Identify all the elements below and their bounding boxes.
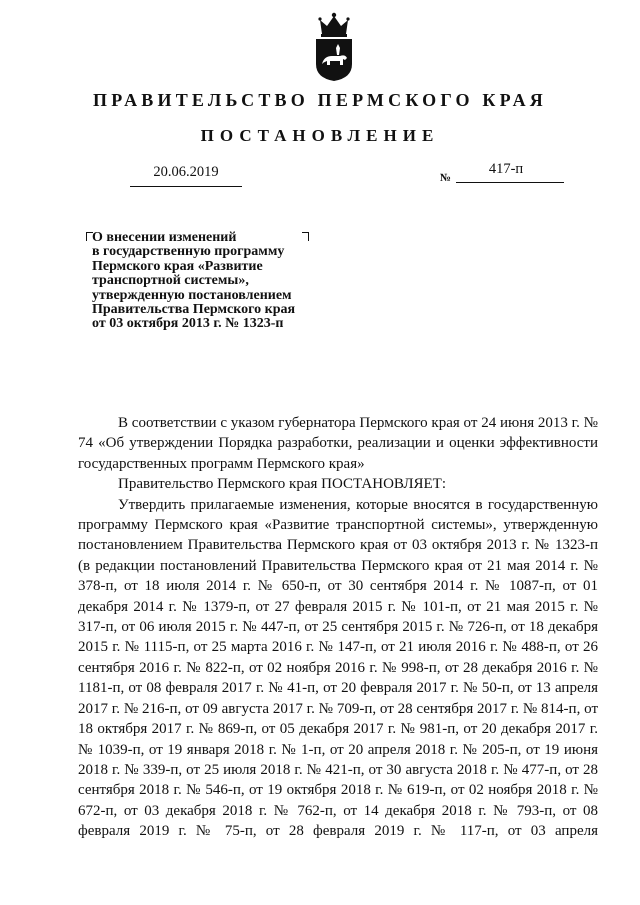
number-sign: № [440,172,452,184]
body-paragraph-approve: Утвердить прилагаемые изменения, которые вносятся в государственную программу Пермского края «Развитие транспортной системы», утвержденную постановлением Правительства Пермского края от 03 октября 2013 г. № 1323-п (в редакции постановлений Правительства Пермского края от 21 мая 2014 г. № 378-п, от 18 июля 2014 г. № 650-п, от 30 сентября 2014 г. № 1087-п, от 01 декабря 2014 г. № 1379-п, от 27 февраля 2015 г. № 101-п, от 21 мая 2015 г. № 317-п, от 06 июля 2015 г. № 447-п, от 25 сентября 2015 г. № 726-п, от 18 декабря 2015 г. № 1115-п, от 25 марта 2016 г. № 147-п, от 21 июля 2016 г. № 488-п, от 26 сентября 2016 г. № 822-п, от 02 ноября 2016 г. № 998-п, от 28 декабря 2016 г. № 1181-п, от 08 февраля 2017 г. № 41-п, от 20 февраля 2017 г. № 50-п, от 13 апреля 2017 г. № 216-п, от 09 августа 2017 г. № 709-п, от 28 сентября 2017 г. № 814-п, от 18 октября 2017 г. № 869-п, от 05 декабря 2017 г. № 981-п, от 20 декабря 2017 г. № 1039-п, от 19 января 2018 г. № 1-п, от 20 апреля 2018 г. № 205-п, от 19 июня 2018 г. № 339-п, от 25 июля 2018 г. № 421-п, от 30 августа 2018 г. № 477-п, от 28 сентября 2018 г. № 546-п, от 19 октября 2018 г. № 619-п, от 02 ноября 2018 г. № 672-п, от 03 декабря 2018 г. № 762-п, от 14 декабря 2018 г. № 793-п, от 08 февраля 2019 г. № 75-п, от 28 февраля 2019 г. № 117-п, от 03 апреля [78,496,598,840]
subject-line: утвержденную постановлением [92,287,292,303]
subject-line: от 03 октября 2013 г. № 1323-п [92,316,284,332]
document-number: 417-п [488,161,524,177]
subject-line: О внесении изменений [92,230,237,245]
subject-line: транспортной системы», [92,273,249,289]
document-subject [92,231,332,332]
document-type: ПОСТАНОВЛЕНИЕ [200,126,440,145]
date-underline [130,186,242,187]
number-underline [456,182,564,183]
subject-line: Пермского края «Развитие [92,258,263,274]
subject-line: Правительства Пермского края [92,302,296,318]
document-body [78,413,598,842]
body-paragraph-legal-basis: В соответствии с указом губернатора Пермского края от 24 июня 2013 г. № 74 «Об утверждении Порядка разработки, реализации и оценки эффективности государственных программ Пермского края» [78,415,598,472]
document-date: 20.06.2019 [153,164,219,180]
subject-line: в государственную программу [92,244,285,260]
body-paragraph-resolves: Правительство Пермского края ПОСТАНОВЛЯЕТ: [118,476,447,493]
perm-krai-coat-of-arms-icon [312,12,356,82]
government-title: ПРАВИТЕЛЬСТВО ПЕРМСКОГО КРАЯ [93,90,547,110]
